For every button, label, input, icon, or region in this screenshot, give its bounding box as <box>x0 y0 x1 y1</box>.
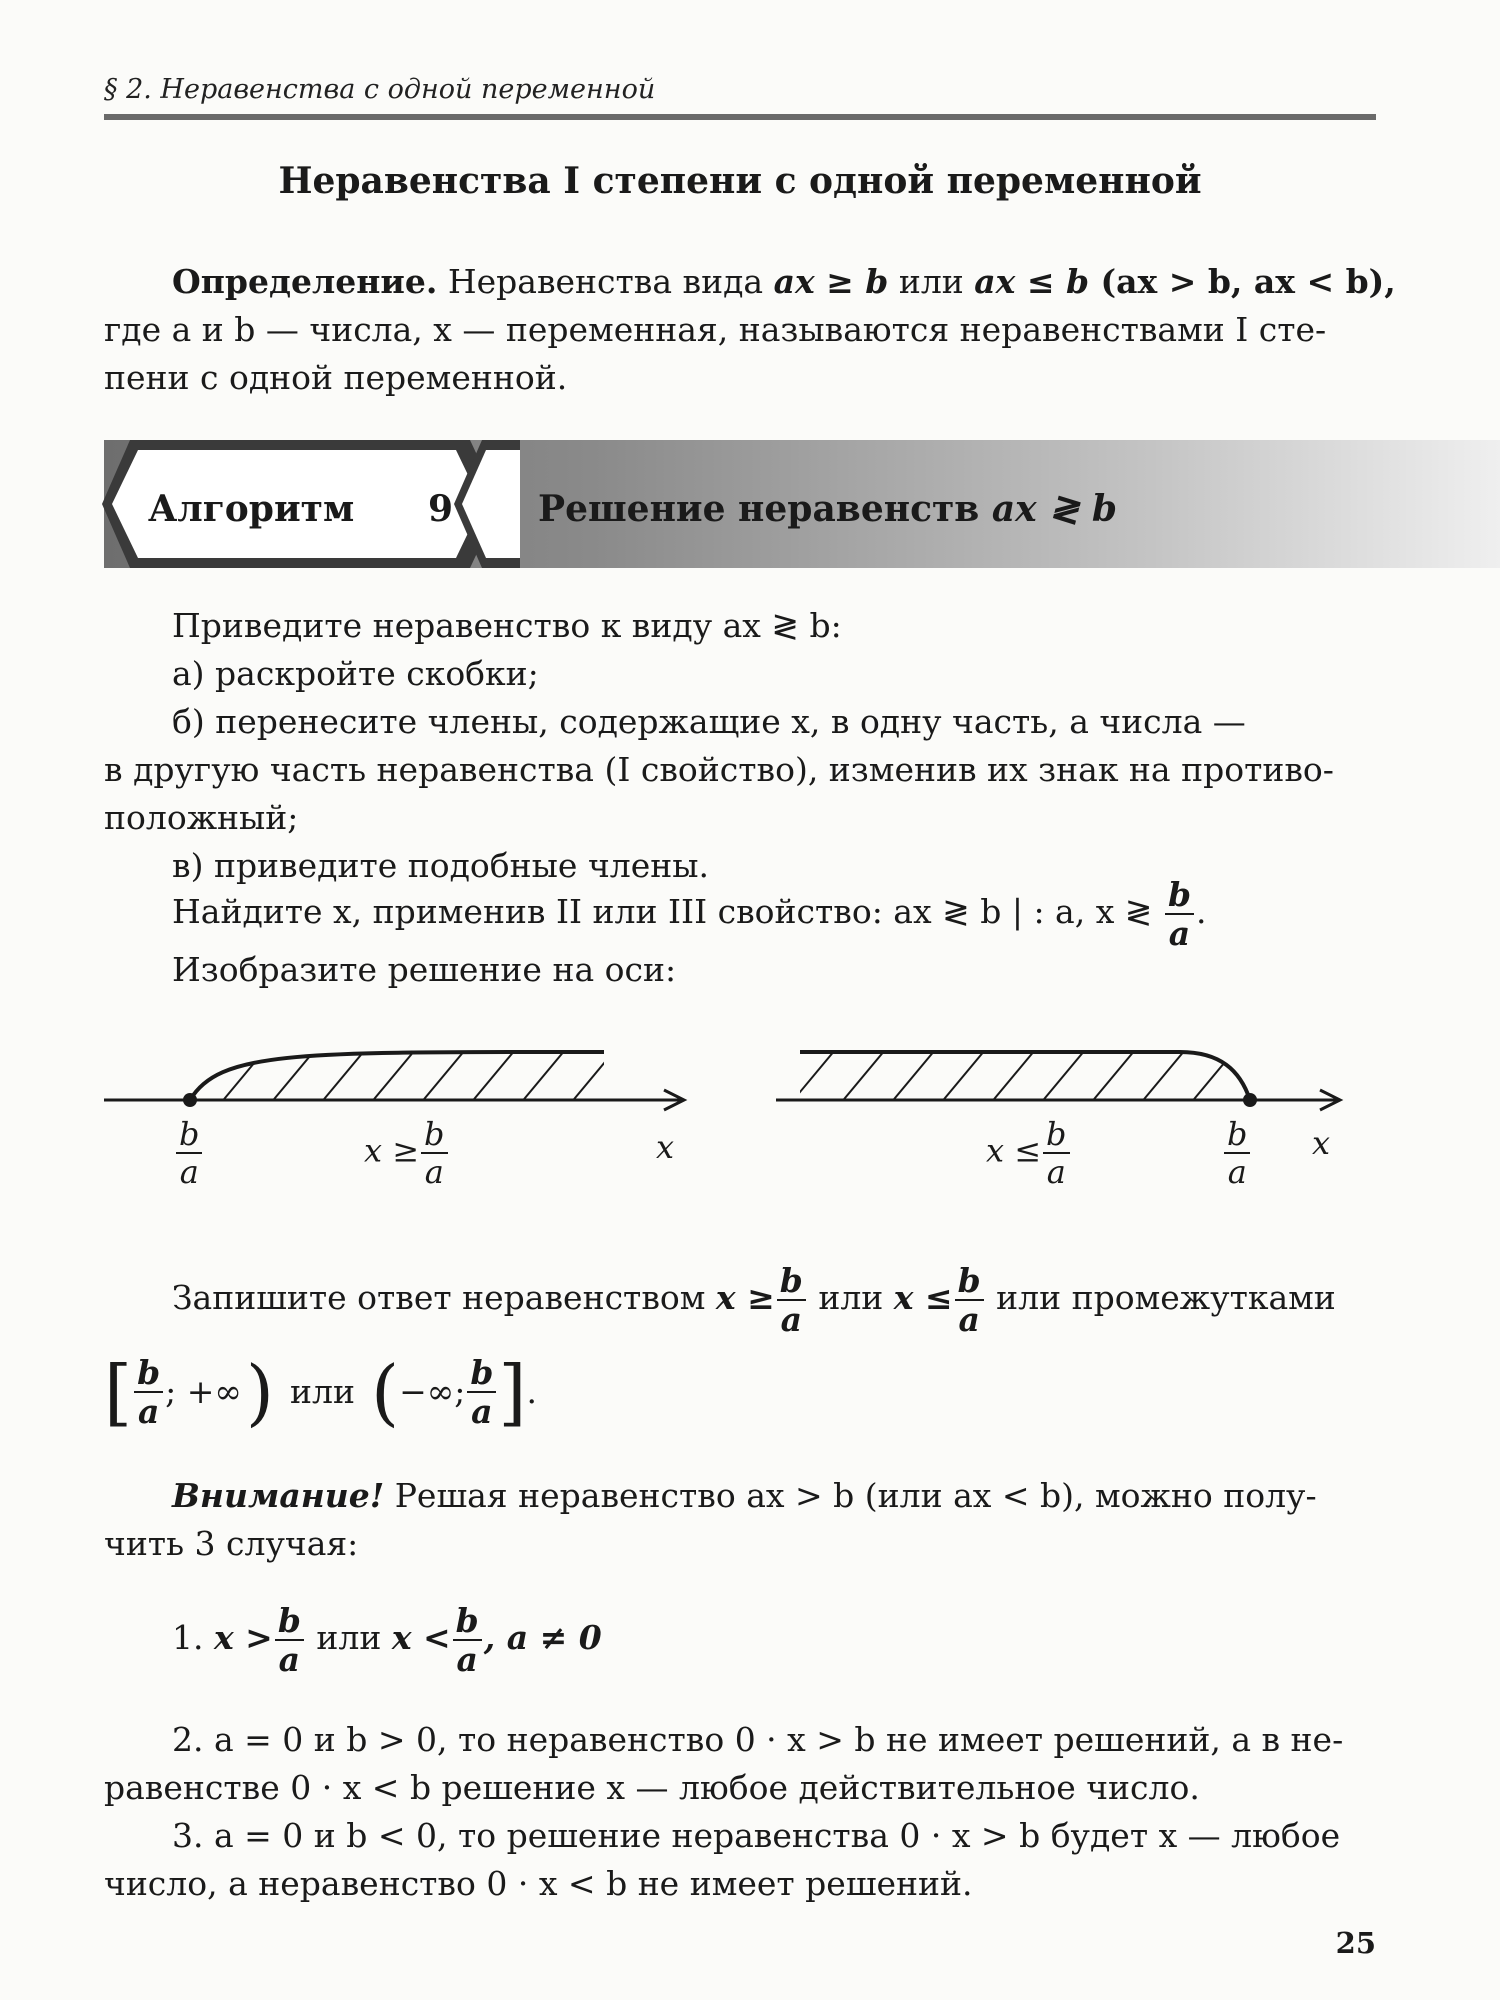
bracket-close-square: ] <box>498 1350 527 1434</box>
case-2-line2: равенстве 0 · x < b решение x — любое действительное число. <box>104 1768 1200 1807</box>
right-axis-name: x <box>1312 1124 1331 1162</box>
right-shading-bound <box>800 1052 1250 1100</box>
case-2-line1: 2. a = 0 и b > 0, то неравенство 0 · x > b не имеет решений, а в не- <box>172 1720 1344 1759</box>
case-1: 1. x > $\frac{b}{a}$ или x < $\frac{b}{a}$ , a ≠ 0 <box>172 1601 602 1679</box>
definition-paragraph <box>104 258 1396 402</box>
algorithm-steps <box>104 602 1376 890</box>
left-solution-label: x ≥ $\frac{b}{a}$ <box>364 1118 450 1188</box>
step-b-line2: в другую часть неравенства (I свойство), изменив их знак на противо- <box>104 750 1334 789</box>
number-lines <box>0 1030 1500 1150</box>
page-number: 25 <box>1335 1926 1376 1960</box>
right-point <box>1243 1093 1257 1107</box>
intervals-or: или <box>290 1372 355 1411</box>
algorithm-title: Решение неравенств ax ≷ b <box>538 488 1118 530</box>
bracket-close-round: ) <box>245 1350 275 1434</box>
step-find: Найдите x, применив II или III свойство: ax ≷ b | : a, x ≷ $\frac{b}{a}$ . <box>172 875 1207 953</box>
step-b-line1: б) перенесите члены, содержащие x, в одну часть, а числа — <box>172 702 1246 741</box>
running-header: § 2. Неравенства с одной переменной <box>104 74 656 105</box>
step-a: а) раскройте скобки; <box>172 654 539 693</box>
interval2-head: −∞; <box>399 1372 466 1411</box>
right-solution-label: x ≤ $\frac{b}{a}$ <box>986 1118 1072 1188</box>
header-rule <box>104 114 1376 120</box>
definition-label: Определение. <box>172 262 438 301</box>
definition-or: или <box>888 262 975 301</box>
cases-2-3 <box>104 1716 1376 1908</box>
definition-line3: пени с одной переменной. <box>104 358 568 397</box>
algorithm-label: Алгоритм <box>148 488 355 530</box>
answer-intervals: [ $\frac{b}{a}$ ; +∞ ) или ( −∞; $\frac{b}{a}$ ] . <box>104 1350 537 1434</box>
left-shading-bound <box>190 1052 604 1100</box>
step-show: Изобразите решение на оси: <box>172 950 677 989</box>
case-3-line1: 3. a = 0 и b < 0, то решение неравенства 0 · x > b будет x — любое <box>172 1816 1341 1855</box>
step-c: в) приведите подобные члены. <box>172 846 710 885</box>
definition-line2: где a и b — числа, x — переменная, называются неравенствами I сте- <box>104 310 1327 349</box>
definition-text: Неравенства вида <box>437 262 774 301</box>
right-point-label: $\frac{b}{a}$ <box>1222 1118 1252 1188</box>
section-title: Неравенства I степени с одной переменной <box>278 160 1202 202</box>
find-fraction: $\frac{b}{a}$ <box>1165 878 1194 950</box>
definition-paren: (ax > b, ax < b), <box>1089 262 1396 301</box>
interval1-tail: ; +∞ <box>165 1372 242 1411</box>
step-intro: Приведите неравенство к виду ax ≷ b: <box>172 606 842 645</box>
left-point <box>183 1093 197 1107</box>
attention-paragraph: Внимание! Решая неравенство ax > b (или ax < b), можно полу- чить 3 случая: <box>104 1476 1317 1563</box>
attention-label: Внимание! <box>172 1476 385 1515</box>
bracket-open-square: [ <box>104 1350 133 1434</box>
definition-ineq2: ax ≤ b <box>974 262 1090 301</box>
step-b-line3: положный; <box>104 798 299 837</box>
algorithm-number: 9 <box>428 488 454 530</box>
answer-line: Запишите ответ неравенством x ≥ $\frac{b}{a}$ или x ≤ $\frac{b}{a}$ или промежутками <box>172 1261 1336 1339</box>
bracket-open-round: ( <box>370 1350 400 1434</box>
definition-ineq1: ax ≥ b <box>773 262 889 301</box>
left-point-label: $\frac{b}{a}$ <box>174 1118 204 1188</box>
case-3-line2: число, а неравенство 0 · x < b не имеет решений. <box>104 1864 973 1903</box>
left-axis-name: x <box>656 1128 675 1166</box>
